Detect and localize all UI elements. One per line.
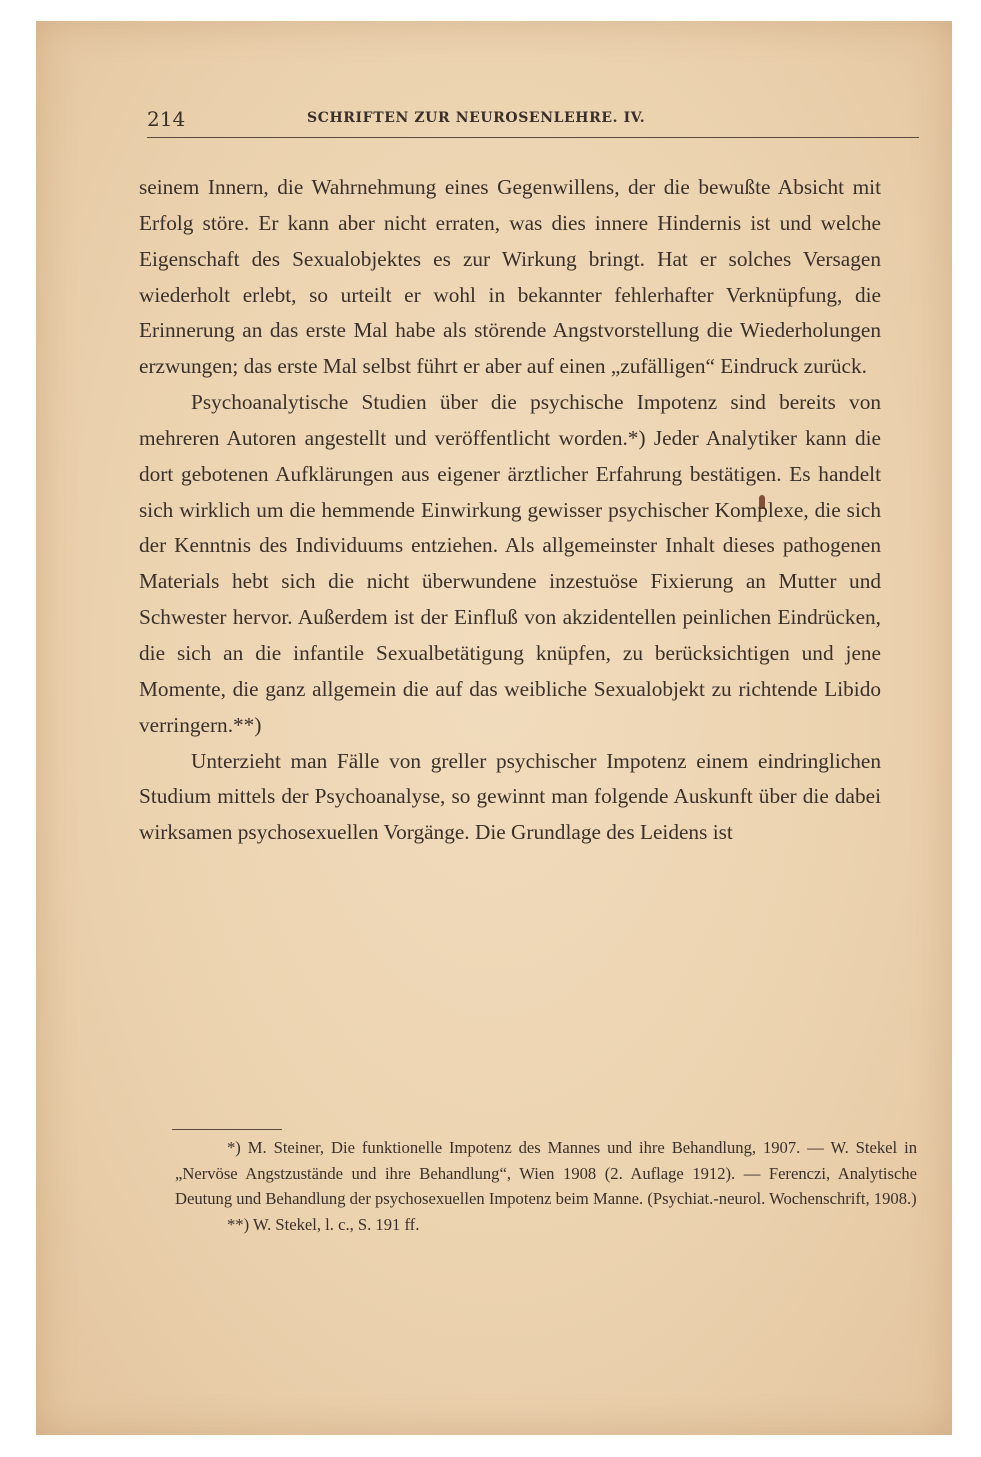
footnotes [175,1135,917,1238]
running-title: SCHRIFTEN ZUR NEUROSENLEHRE. IV. [307,110,646,126]
paragraph-3: Unterzieht man Fälle von greller psychischer Impotenz einem eindringlichen Studium mittels der Psychoanalyse, so gewinnt man folgende Auskunft über die dabei wirksamen psychosexuellen Vorgänge. Die Grundlage des Leidens ist [139,748,881,845]
paragraph-1: seinem Innern, die Wahrnehmung eines Gegenwillens, der die bewußte Absicht mit Erfolg störe. Er kann aber nicht erraten, was dies innere Hindernis ist und welche Eigenschaft des Sexualobjektes es zur Wirkung bringt. Hat er solches Versagen wiederholt erlebt, so urteilt er wohl in bekannter fehlerhafter Verknüpfung, die Erinnerung an das erste Mal habe als störende Angstvorstellung die Wiederholungen erzwungen; das erste Mal selbst führt er aber auf einen „zufälligen“ Eindruck zurück. [139,175,881,379]
footnote-rule [172,1129,282,1130]
footnote-1: *) M. Steiner, Die funktionelle Impotenz des Mannes und ihre Behandlung, 1907. — W. Stekel in „Nervöse Angstzustände und ihre Behandlung“, Wien 1908 (2. Auflage 1912). — Ferenczi, Analytische Deutung und Behandlung der psychosexuellen Impotenz beim Manne. (Psychiat.-neurol. Wochenschrift, 1908.) [175,1138,917,1209]
paragraph-2: Psychoanalytische Studien über die psychische Impotenz sind bereits von mehreren Autoren angestellt und veröffentlicht worden.*) Jeder Analytiker kann die dort gebotenen Aufklärungen aus eigener ärztlicher Erfahrung bestätigen. Es handelt sich wirklich um die hemmende Einwirkung gewisser psychischer Komplexe, die sich der Kenntnis des Individuums entziehen. Als allgemeinster Inhalt dieses pathogenen Materials hebt sich die nicht überwundene inzestuöse Fixierung an Mutter und Schwester hervor. Außerdem ist der Einfluß von akzidentellen peinlichen Eindrücken, die sich an die infantile Sexualbetätigung knüpfen, zu berücksichtigen und jene Momente, die ganz allgemein die auf das weibliche Sexualobjekt zu richtende Libido verringern.**) [139,390,881,737]
footnote-2: **) W. Stekel, l. c., S. 191 ff. [227,1215,420,1235]
page-number: 214 [147,107,186,131]
body-text [139,170,881,851]
header-rule [147,137,919,138]
page-header [147,107,919,137]
